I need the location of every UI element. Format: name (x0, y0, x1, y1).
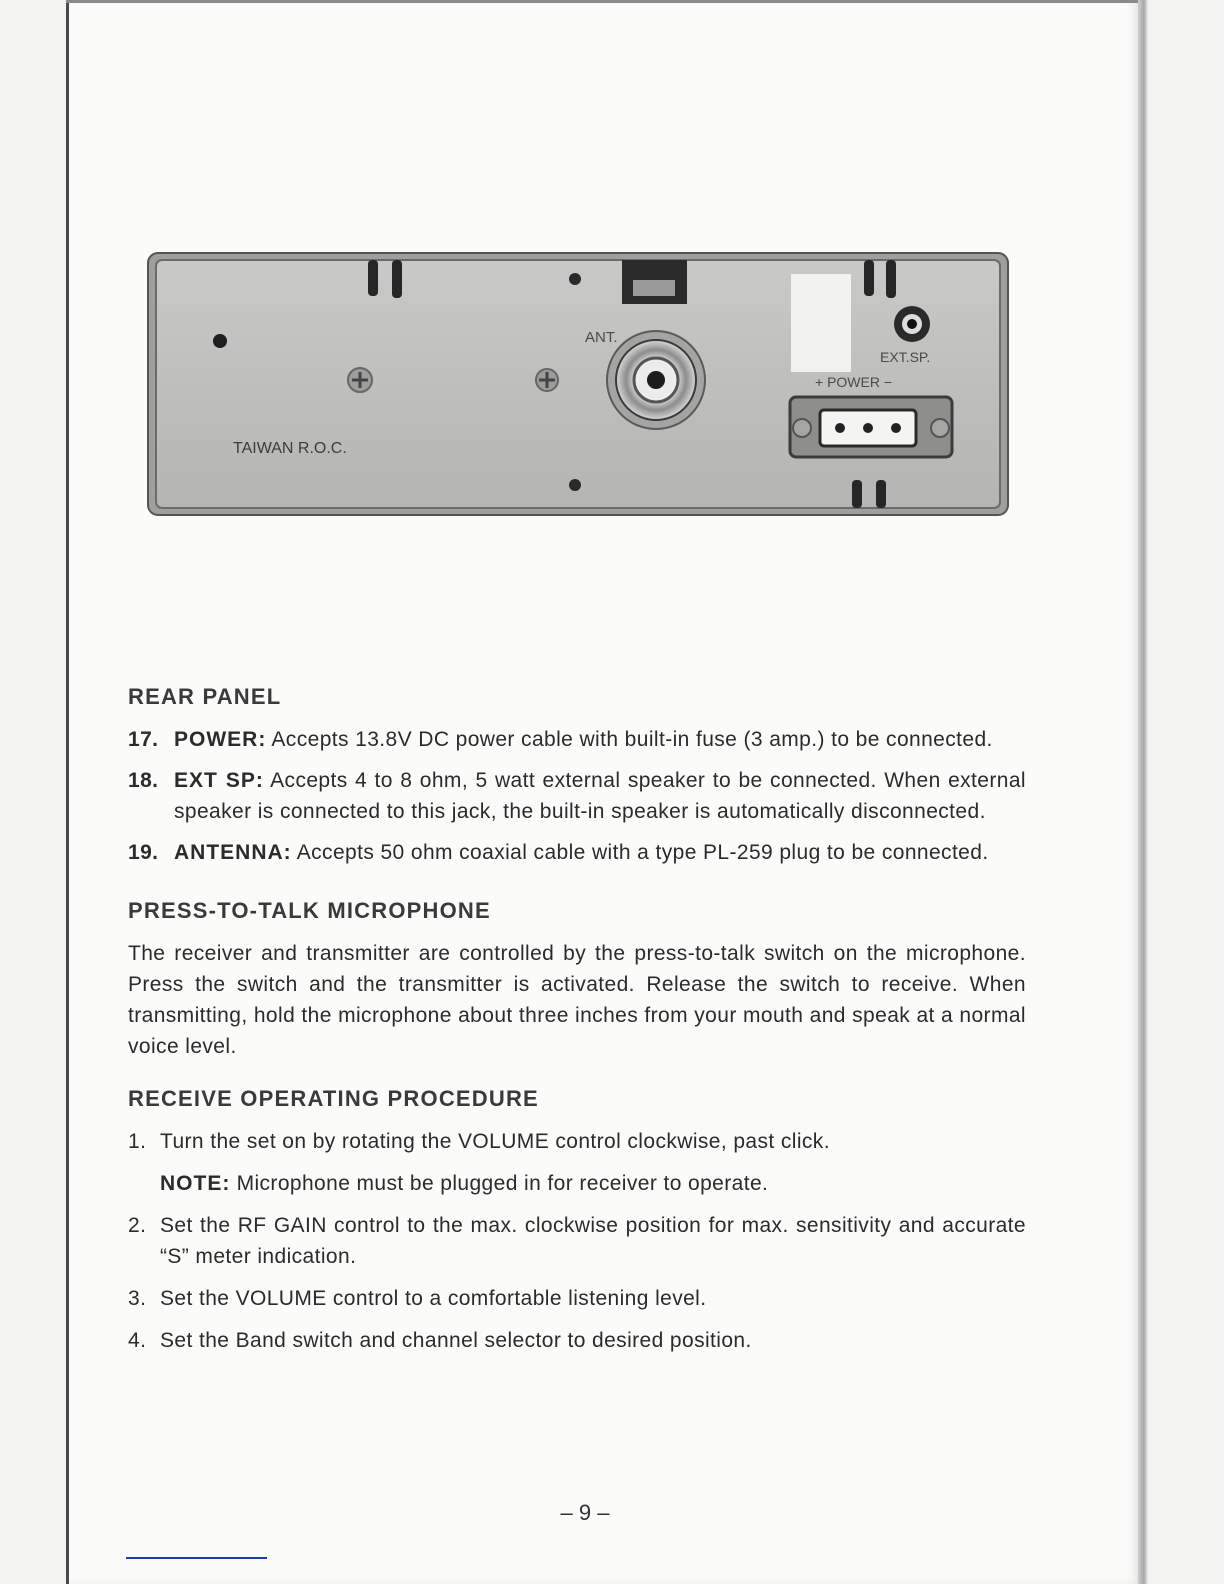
note: NOTE: Microphone must be plugged in for receiver to operate. (160, 1172, 769, 1195)
screw-icon (536, 369, 558, 391)
page-number: – 9 – (560, 1500, 610, 1525)
power-socket (790, 397, 952, 457)
list-item: 18. EXT SP: Accepts 4 to 8 ohm, 5 watt external speaker to be connected. When external speaker is connected to this jack, the built-in speaker is automatically disconnected. (128, 769, 1026, 823)
screw-icon (348, 368, 372, 392)
ptt-heading: PRESS-TO-TALK MICROPHONE (128, 898, 491, 923)
footer-rule (126, 1557, 267, 1559)
ptt-paragraph: The receiver and transmitter are controlled by the press-to-talk switch on the microphone. Press the switch and the transmitter is activated. Release the switch to receive. When transmitting, hold the microphone about three inches from your mouth and speak at a normal voice level. (128, 942, 1026, 1058)
list-item: 1. Turn the set on by rotating the VOLUME control clockwise, past click. (128, 1130, 830, 1153)
page-top-edge (66, 0, 1144, 3)
power-label: + POWER − (815, 374, 893, 390)
antenna-connector (607, 331, 705, 429)
origin-label: TAIWAN R.O.C. (233, 440, 347, 457)
ext-sp-label: EXT.SP. (880, 349, 931, 365)
ant-label: ANT. (585, 329, 618, 346)
list-item: 19. ANTENNA: Accepts 50 ohm coaxial cable with a type PL-259 plug to be connected. (128, 841, 989, 864)
list-item: 4. Set the Band switch and channel selector to desired position. (128, 1329, 752, 1352)
receive-heading: RECEIVE OPERATING PROCEDURE (128, 1086, 539, 1111)
ext-speaker-jack (894, 306, 930, 342)
page-binding-edge (1138, 0, 1148, 1584)
list-item: 3. Set the VOLUME control to a comfortable listening level. (128, 1287, 707, 1310)
rear-panel-photo (147, 252, 1009, 516)
manual-text (128, 680, 1026, 1367)
rear-panel-heading: REAR PANEL (128, 684, 282, 709)
list-item: 17. POWER: Accepts 13.8V DC power cable with built-in fuse (3 amp.) to be connected. (128, 728, 993, 751)
list-item: 2. Set the RF GAIN control to the max. clockwise position for max. sensitivity and accurate “S” meter indication. (128, 1214, 1026, 1268)
